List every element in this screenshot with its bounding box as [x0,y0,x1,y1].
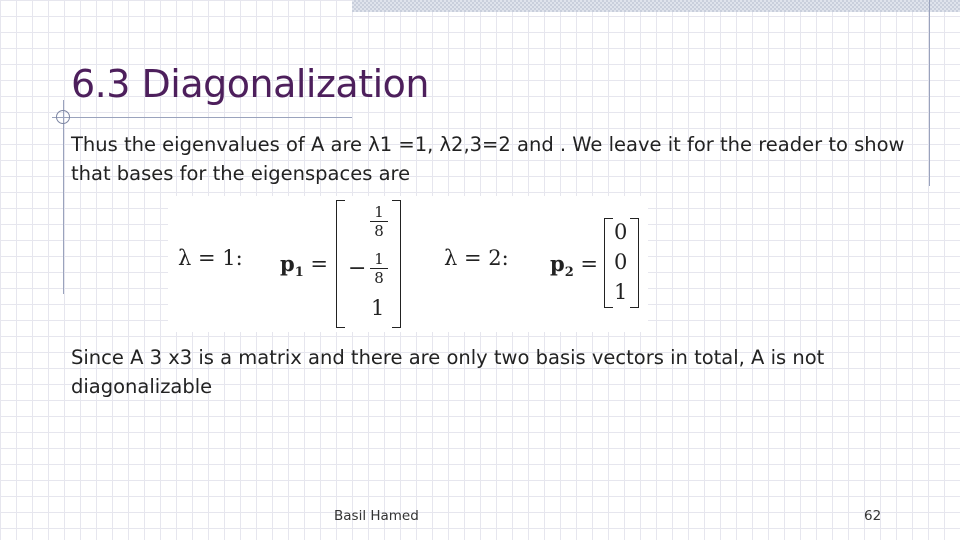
p1-entry-1 [368,204,390,239]
p2-right-bracket [630,218,639,308]
p1-entry-2 [368,251,390,286]
body-paragraph-eigenvalues: Thus the eigenvalues of A are λ1 =1, λ2,3=2 and . We leave it for the reader to show that bases for the eigenspaces are [71,133,905,185]
p1-entry-2-denominator: 8 [374,269,384,287]
p1-letter: p [280,251,295,276]
decorative-ring-icon [56,110,70,124]
body-paragraph-conclusion: Since A 3 x3 is a matrix and there are only two basis vectors in total, A is not diagonalizable [71,346,825,398]
p1-right-bracket [392,200,401,328]
p1-subscript: 1 [294,265,304,281]
footer-page-number: 62 [864,508,882,524]
eigenspace-equations [168,196,648,332]
p2-subscript: 2 [564,265,574,281]
p2-left-bracket [604,218,613,308]
lambda1-label: λ = 1: [178,246,243,270]
left-decorative-line [63,100,64,294]
p1-entry-2-minus-sign: − [348,256,367,281]
lambda2-label: λ = 2: [444,246,509,270]
p1-entry-1-denominator: 8 [374,222,384,240]
right-decorative-line [929,0,930,186]
p1-entry-2-numerator: 1 [374,250,384,268]
top-decorative-bar [352,0,960,12]
p2-entry-3: 1 [614,280,628,304]
p1-entry-3: 1 [371,296,385,320]
p2-letter: p [550,251,565,276]
p2-equals: = [573,252,599,276]
p2-entry-1: 0 [614,220,628,244]
p1-equals: = [303,252,329,276]
p1-left-bracket [336,200,345,328]
slide-title: 6.3 Diagonalization [71,62,429,106]
title-underline [52,117,352,118]
p1-label [280,251,328,280]
p2-label [550,251,598,280]
p2-entry-2: 0 [614,250,628,274]
footer-author: Basil Hamed [334,508,419,524]
p1-entry-1-numerator: 1 [374,203,384,221]
